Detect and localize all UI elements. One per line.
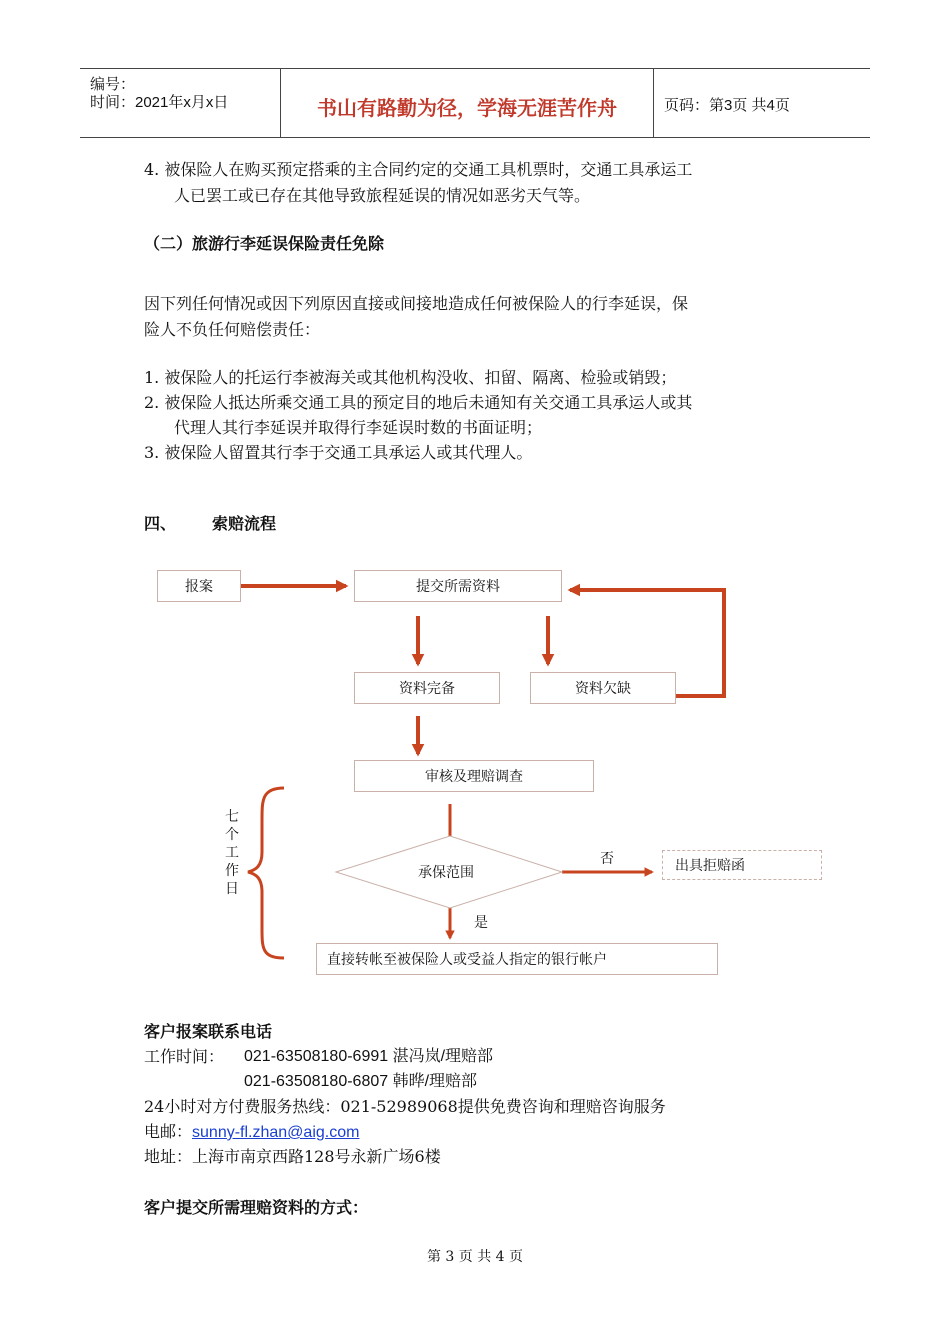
baggage-intro-line2: 险人不负任何赔偿责任： bbox=[144, 320, 321, 339]
flow-step-bank-transfer bbox=[316, 943, 718, 975]
flow-step-review-investigation: 审核及理赔调查 bbox=[354, 760, 594, 792]
baggage-intro-line1: 因下列任何情况或因下列原因直接或间接地造成任何被保险人的行李延误，保 bbox=[144, 294, 689, 313]
contact-email-row bbox=[144, 1120, 359, 1145]
brace-label-seven-working-days bbox=[224, 808, 240, 898]
flow-step-submit-documents: 提交所需资料 bbox=[354, 570, 562, 602]
section-title-baggage-exclusions: （二）旅游行李延误保险责任免除 bbox=[144, 234, 385, 253]
contact-phone-1: 021-63508180-6991 湛冯岚/理赔部 bbox=[244, 1048, 494, 1065]
exclusion-item-4-line2: 人已罢工或已存在其他导致旅程延误的情况如恶劣天气等。 bbox=[174, 186, 591, 205]
flow-step-reject-letter bbox=[662, 850, 822, 880]
contact-hotline: 24小时对方付费服务热线：021-52989068提供免费咨询和理赔咨询服务 bbox=[144, 1097, 666, 1116]
contact-email-link[interactable]: sunny-fl.zhan@aig.com bbox=[192, 1124, 360, 1141]
section-number-claims: 四、 bbox=[144, 514, 177, 533]
brace-char: 七 bbox=[225, 809, 239, 825]
flow-step-report: 报案 bbox=[157, 570, 241, 602]
flow-step-documents-missing: 资料欠缺 bbox=[530, 672, 676, 704]
baggage-item-1: 1. 被保险人的托运行李被海关或其他机构没收、扣留、隔离、检验或销毁； bbox=[144, 368, 677, 387]
contact-email-label: 电邮： bbox=[144, 1122, 193, 1141]
flow-step-reject-label: 出具拒赔函 bbox=[675, 858, 745, 874]
flow-step-coverage-label: 承保范围 bbox=[418, 865, 474, 881]
baggage-item-2-line2: 代理人其行李延误并取得行李延误时数的书面证明； bbox=[174, 418, 543, 437]
brace-char: 个 bbox=[225, 827, 239, 843]
brace-seven-working-days bbox=[248, 788, 284, 958]
exclusion-item-4-line1: 4. 被保险人在购买预定搭乘的主合同约定的交通工具机票时，交通工具承运工 bbox=[144, 160, 693, 179]
baggage-item-3: 3. 被保险人留置其行李于交通工具承运人或其代理人。 bbox=[144, 443, 533, 462]
brace-char: 作 bbox=[225, 863, 239, 879]
brace-char: 日 bbox=[225, 881, 239, 897]
contact-hours-label: 工作时间： bbox=[144, 1047, 225, 1066]
contact-phone-2: 021-63508180-6807 韩晔/理赔部 bbox=[244, 1073, 478, 1090]
flow-label-no: 否 bbox=[600, 851, 614, 867]
flow-step-documents-complete: 资料完备 bbox=[354, 672, 500, 704]
section-title-claims-process: 索赔流程 bbox=[212, 514, 277, 533]
brace-char: 工 bbox=[225, 845, 239, 861]
header-motto: 书山有路勤为径，学海无涯苦作舟 bbox=[317, 96, 617, 120]
contact-section-title: 客户报案联系电话 bbox=[144, 1022, 273, 1041]
flow-step-bank-transfer-label: 直接转帐至被保险人或受益人指定的银行帐户 bbox=[327, 952, 607, 968]
submission-method-title: 客户提交所需理赔资料的方式： bbox=[144, 1198, 369, 1217]
page-footer-number: 第 3 页 共 4 页 bbox=[426, 1249, 524, 1265]
header-page-number: 页码：第3页 共4页 bbox=[664, 97, 790, 114]
contact-address: 地址：上海市南京西路128号永新广场6楼 bbox=[144, 1147, 441, 1166]
document-time-label: 时间：2021年x月x日 bbox=[90, 94, 229, 111]
flow-label-yes: 是 bbox=[474, 915, 488, 931]
document-number-label: 编号： bbox=[90, 76, 136, 93]
baggage-item-2-line1: 2. 被保险人抵达所乘交通工具的预定目的地后未通知有关交通工具承运人或其 bbox=[144, 393, 693, 412]
